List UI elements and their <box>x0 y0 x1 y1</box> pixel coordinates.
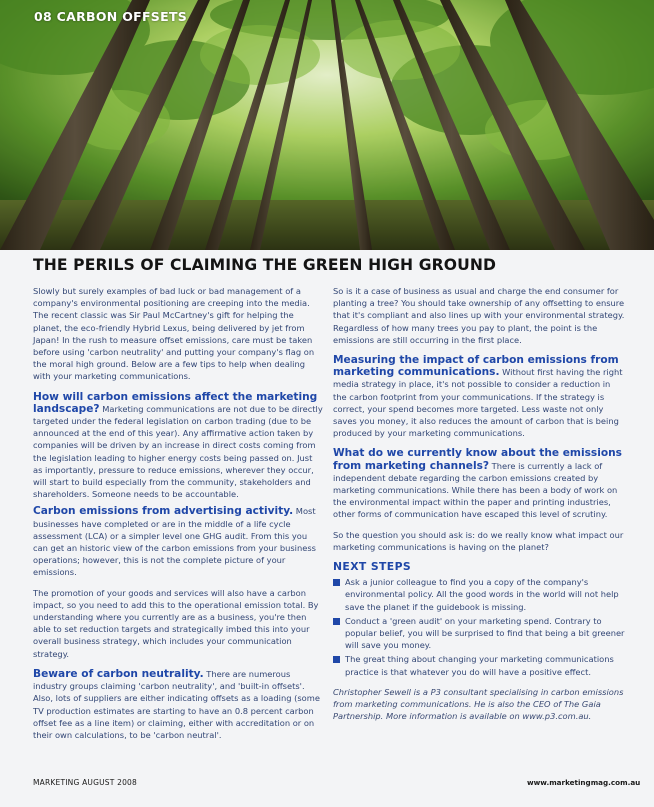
author-bio: Christopher Sewell is a P3 consultant specialising in carbon emissions from marketing communications. He is also the CEO of The Gaia Partnership. More information is available on www.p3.com.au. <box>333 686 624 722</box>
list-item: Conduct a 'green audit' on your marketing spend. Contrary to popular belief, you will be surprised to find that being a bit greener will save you money. <box>333 615 625 652</box>
section-heading: What do we currently know about the emissions from marketing channels? <box>333 447 622 472</box>
section-body: There is currently a lack of independent debate regarding the carbon emissions created by marketing communications. While there has been a body of work on the environmental impact within the paper and printing industries, other forms of communication have escaped this level of scrutiny. <box>333 460 618 520</box>
next-steps-list <box>333 576 625 678</box>
section-label: CARBON OFFSETS <box>56 9 188 24</box>
square-bullet-icon <box>333 618 340 625</box>
business-as-usual-paragraph: So is it a case of business as usual and charge the end consumer for planting a tree? You should take ownership of any offsetting to ensure that it's compliant and also lines up with your environmental strategy. Regardless of how many trees you pay to plant, the point is the emissions are still occurring in the first place. <box>333 286 625 345</box>
section-body: Marketing communications are not due to be directly targeted under the federal legislation on carbon trading (due to be announced at the end of this year). Any affirmative action taken by companies will be driven by an increase in direct costs coming from the legislation leading to higher energy costs being passed on. Just as importantly, pressure to reduce emissions, wherever they occur, will start to build especially from the community, stakeholders and shareholders. Someone needs to be accountable. <box>33 403 323 500</box>
section-heading: Measuring the impact of carbon emissions from marketing communications. <box>333 354 619 379</box>
forest-canopy-photo <box>0 0 654 250</box>
square-bullet-icon <box>333 656 340 663</box>
section-heading: Beware of carbon neutrality. <box>33 667 204 680</box>
list-item: The great thing about changing your marketing communications practice is that whatever you do will have a positive effect. <box>333 653 625 677</box>
section-neutrality <box>33 668 323 741</box>
section-body: Without first having the right media strategy in place, it's not possible to consider a reduction in the carbon footprint from your communications. If the strategy is correct, your spend becomes more targeted. Less waste not only saves you money, it also reduces the amount of carbon that is being produced by your marketing communications. <box>333 367 623 439</box>
section-heading: How will carbon emissions affect the marketing landscape? <box>33 390 318 415</box>
list-item: Ask a junior colleague to find you a copy of the company's environmental policy. All the good words in the world will not help save the planet if the guidebook is missing. <box>333 576 625 613</box>
article-title: THE PERILS OF CLAIMING THE GREEN HIGH GROUND <box>33 256 497 274</box>
square-bullet-icon <box>333 579 340 586</box>
section-body: Most businesses have completed or are in the middle of a life cycle assessment (LCA) or a simpler level one GHG audit. From this you can get an historic view of the carbon emissions from your business operations; however, this is not the complete picture of your emissions. <box>33 506 316 578</box>
footer-publication: MARKETING AUGUST 2008 <box>33 778 138 787</box>
section-heading: Carbon emissions from advertising activity. <box>33 505 294 518</box>
section-advertising <box>33 505 323 578</box>
footer-url: www.marketingmag.com.au <box>527 778 641 787</box>
left-column <box>33 285 323 749</box>
page-number: 08 <box>34 9 52 24</box>
section-measuring <box>333 354 625 439</box>
next-steps-heading: NEXT STEPS <box>333 560 412 574</box>
question-paragraph: So the question you should ask is: do we really know what impact our marketing communications is having on the planet? <box>333 529 624 552</box>
hero-image-forest <box>0 0 654 250</box>
section-body: There are numerous industry groups claiming 'carbon neutrality', and 'built-in offsets'. Also, lots of suppliers are either indicating offsets as a loading (some TV production estimates are starting to have an 0.8 percent carbon offset fee as a line item) or claiming, either with accreditation or on their own calculations, to be 'carbon neutral'. <box>33 668 320 740</box>
intro-paragraph: Slowly but surely examples of bad luck or bad management of a company's environmental positioning are creeping into the media. The recent classic was Sir Paul McCartney's gift for helping the planet, the eco-friendly Hybrid Lexus, being delivered by jet from Japan! In the rush to measure offset emissions, care must be taken before using 'carbon neutrality' and putting your company's flag on the moral high ground. Below are a few tips to help when dealing with your marketing communications. <box>33 286 315 382</box>
promotion-paragraph: The promotion of your goods and services will also have a carbon impact, so you need to add this to the operational emission total. By understanding where you currently are as a business, you're then able to set reduction targets and strategically imbed this into your overall business strategy, which includes your communication strategy. <box>33 587 319 659</box>
right-column <box>333 285 625 731</box>
section-tag <box>34 9 187 24</box>
section-landscape <box>33 391 323 501</box>
section-channels <box>333 447 625 520</box>
